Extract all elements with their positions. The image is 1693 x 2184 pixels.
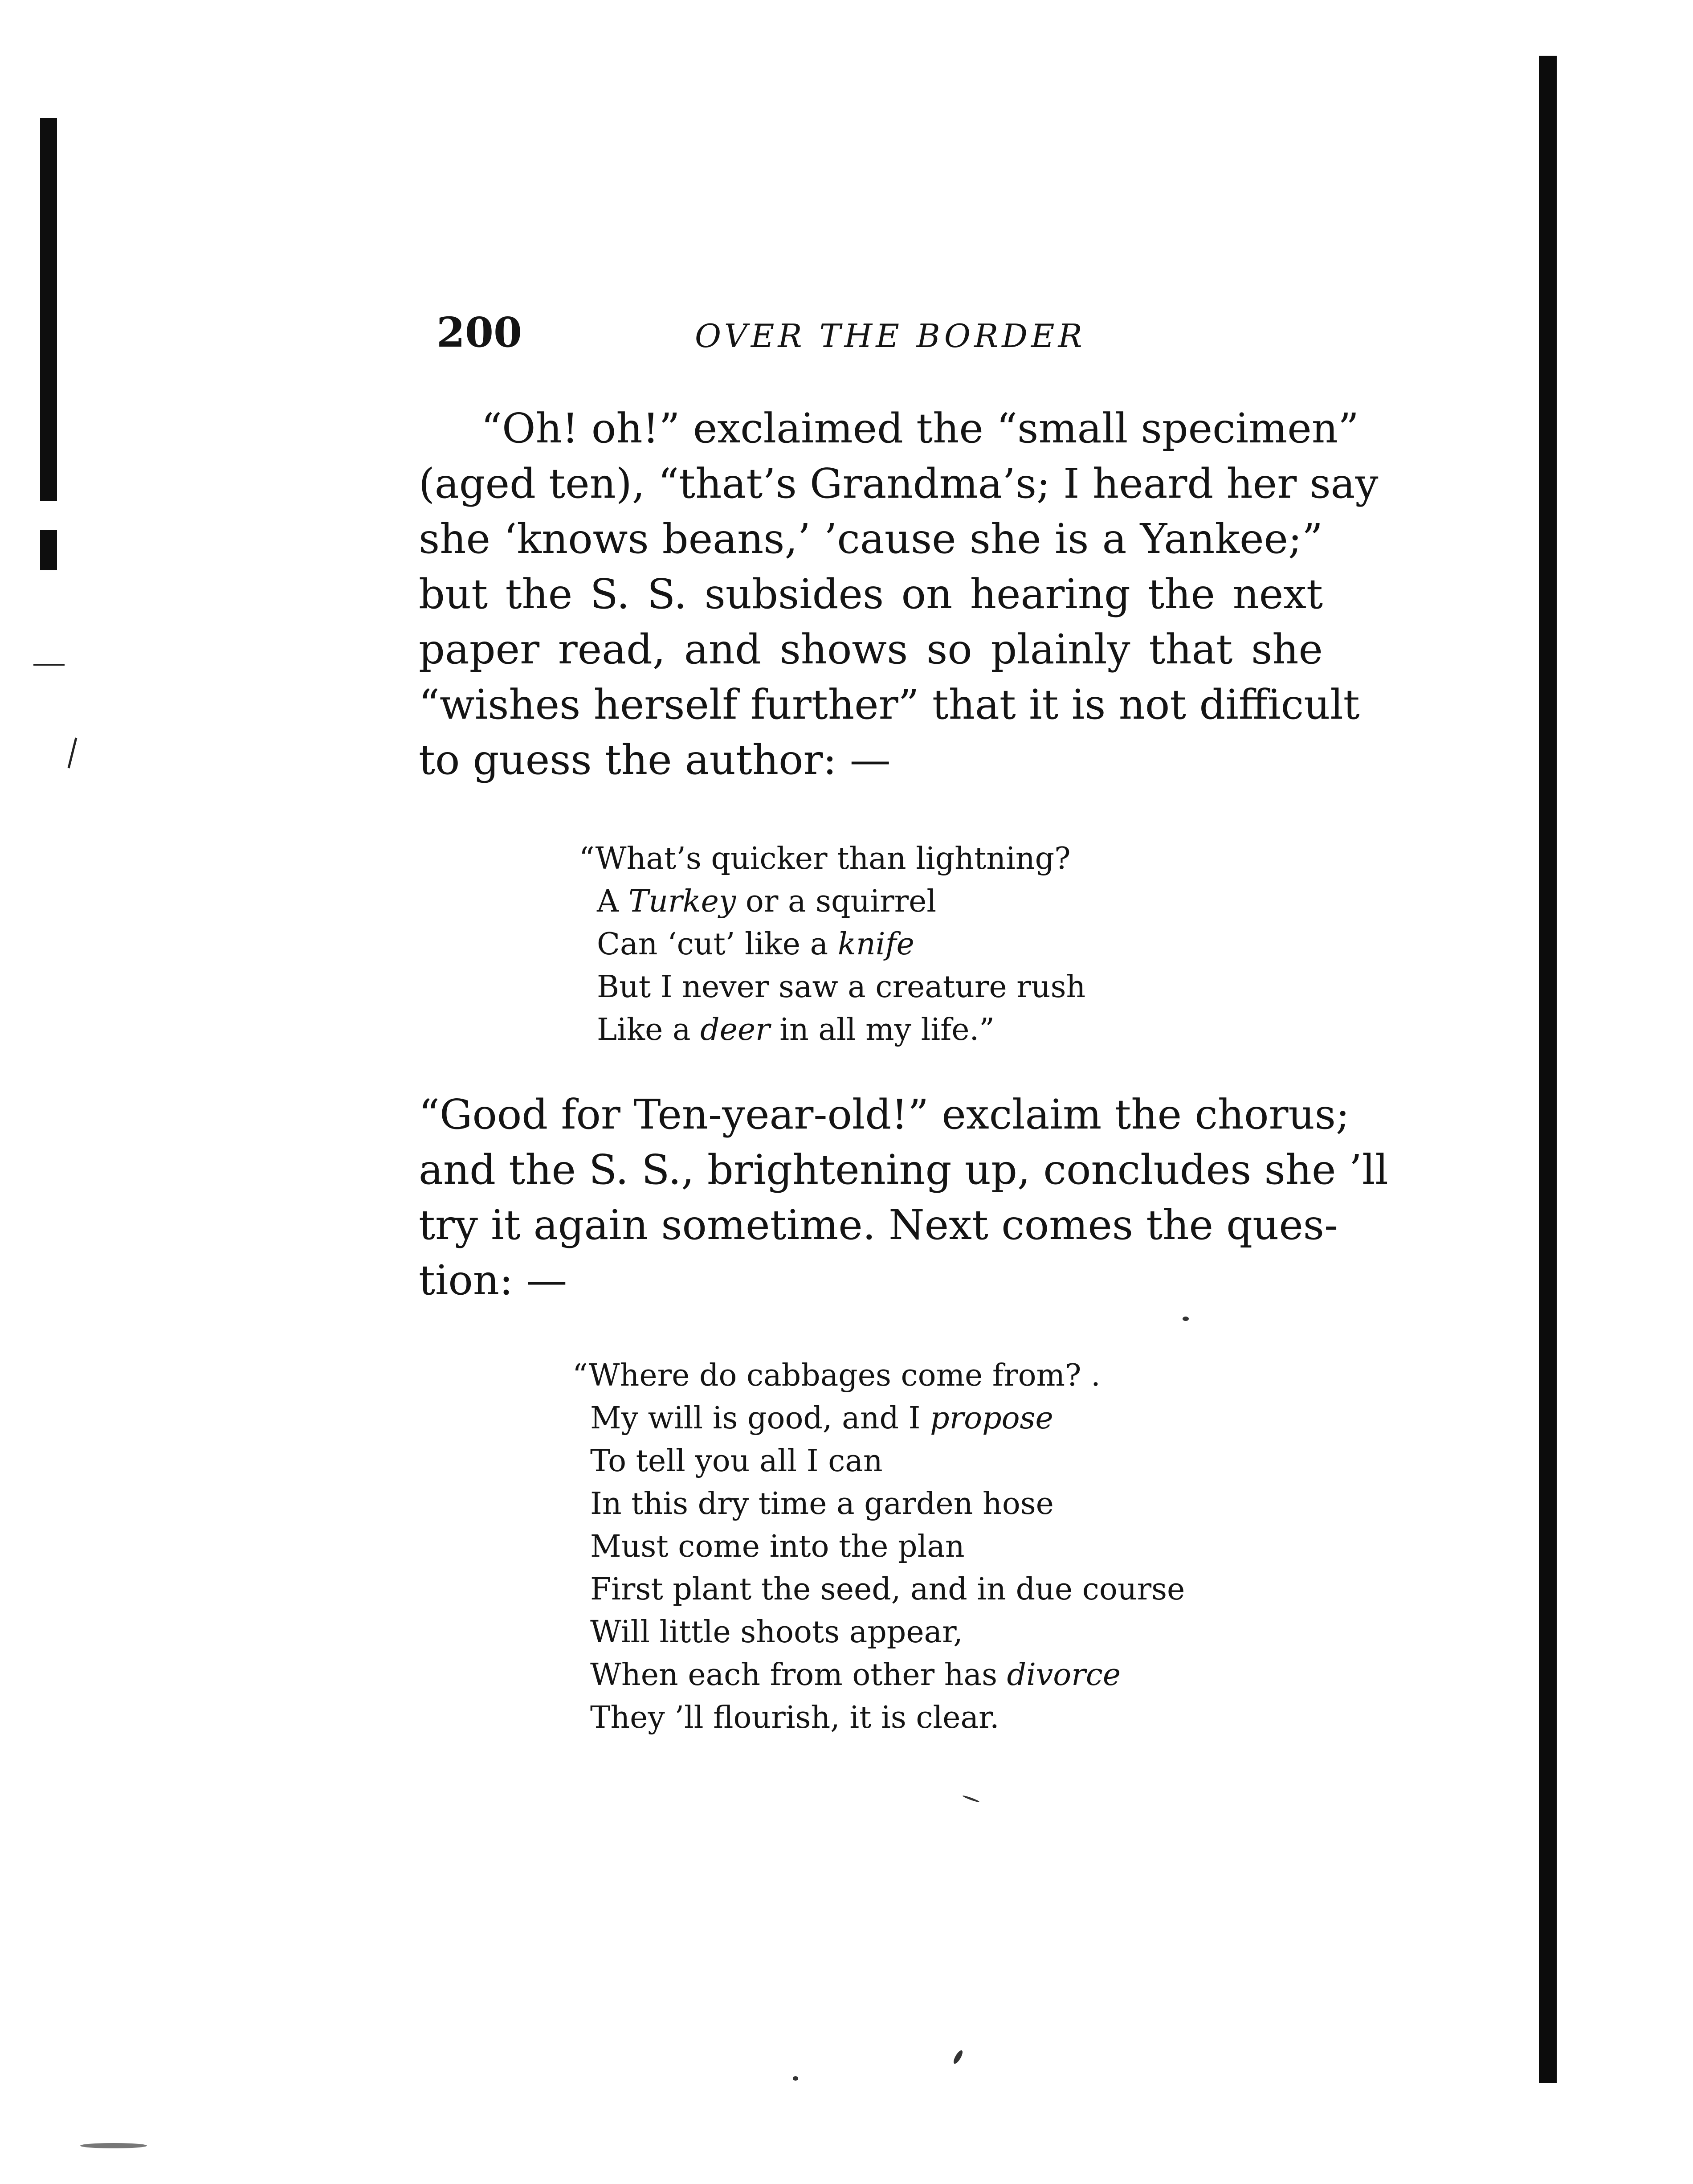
- verse-line: Can ‘cut’ like a knife: [597, 927, 914, 962]
- verse-line: “Where do cabbages come from? .: [572, 1358, 1101, 1393]
- paragraph-line: paper read, and shows so plainly that she: [419, 626, 1323, 673]
- verse-line: Must come into the plan: [590, 1529, 965, 1564]
- paragraph-line: to guess the author: —: [419, 736, 891, 784]
- paragraph-line: tion: —: [419, 1256, 567, 1304]
- verse-line: Like a deer in all my life.”: [597, 1012, 995, 1047]
- verse-line: To tell you all I can: [590, 1444, 883, 1479]
- verse-line: In this dry time a garden hose: [590, 1486, 1054, 1521]
- paragraph-line: and the S. S., brightening up, concludes she ’ll: [419, 1146, 1388, 1194]
- scan-speck: [952, 2049, 964, 2065]
- verse-line: A Turkey or a squirrel: [597, 884, 937, 919]
- verse-line: When each from other has divorce: [590, 1657, 1121, 1693]
- verse-line: Will little shoots appear,: [590, 1615, 963, 1650]
- scan-mark: [33, 664, 65, 666]
- paragraph-line: try it again sometime. Next comes the ques-: [419, 1201, 1338, 1249]
- paragraph-line: “Oh! oh!” exclaimed the “small specimen”: [481, 405, 1359, 452]
- paragraph-2: [419, 1087, 1388, 1308]
- paragraph-line: “Good for Ten-year-old!” exclaim the chorus;: [419, 1091, 1350, 1138]
- paragraph-line: she ‘knows beans,’ ’cause she is a Yankee;”: [419, 515, 1323, 563]
- scan-margin-bar-small: [40, 530, 57, 570]
- paragraph-1: [419, 401, 1379, 788]
- scan-speck: [1183, 1317, 1189, 1321]
- scan-speck: [962, 1795, 979, 1803]
- verse-line: But I never saw a creature rush: [597, 969, 1086, 1005]
- paragraph-line: (aged ten), “that’s Grandma’s; I heard her say: [419, 460, 1379, 507]
- verse-line: My will is good, and I propose: [590, 1401, 1053, 1436]
- scan-mark: [68, 737, 78, 768]
- page-header: [432, 308, 1345, 379]
- running-head: OVER THE BORDER: [695, 317, 1086, 355]
- scan-speck: [80, 2143, 147, 2148]
- paragraph-line: but the S. S. subsides on hearing the next: [419, 570, 1323, 618]
- verse-line: First plant the seed, and in due course: [590, 1572, 1185, 1607]
- poem-1: [579, 838, 1085, 1051]
- paragraph-line: “wishes herself further” that it is not difficult: [419, 681, 1360, 728]
- poem-2: [572, 1354, 1185, 1739]
- verse-line: They ’ll flourish, it is clear.: [590, 1700, 999, 1735]
- scan-margin-bar: [40, 118, 57, 501]
- verse-line: “What’s quicker than lightning?: [579, 841, 1071, 876]
- scan-speck: [793, 2076, 798, 2081]
- scan-edge-bar: [1539, 56, 1557, 2083]
- page-number: 200: [437, 308, 522, 356]
